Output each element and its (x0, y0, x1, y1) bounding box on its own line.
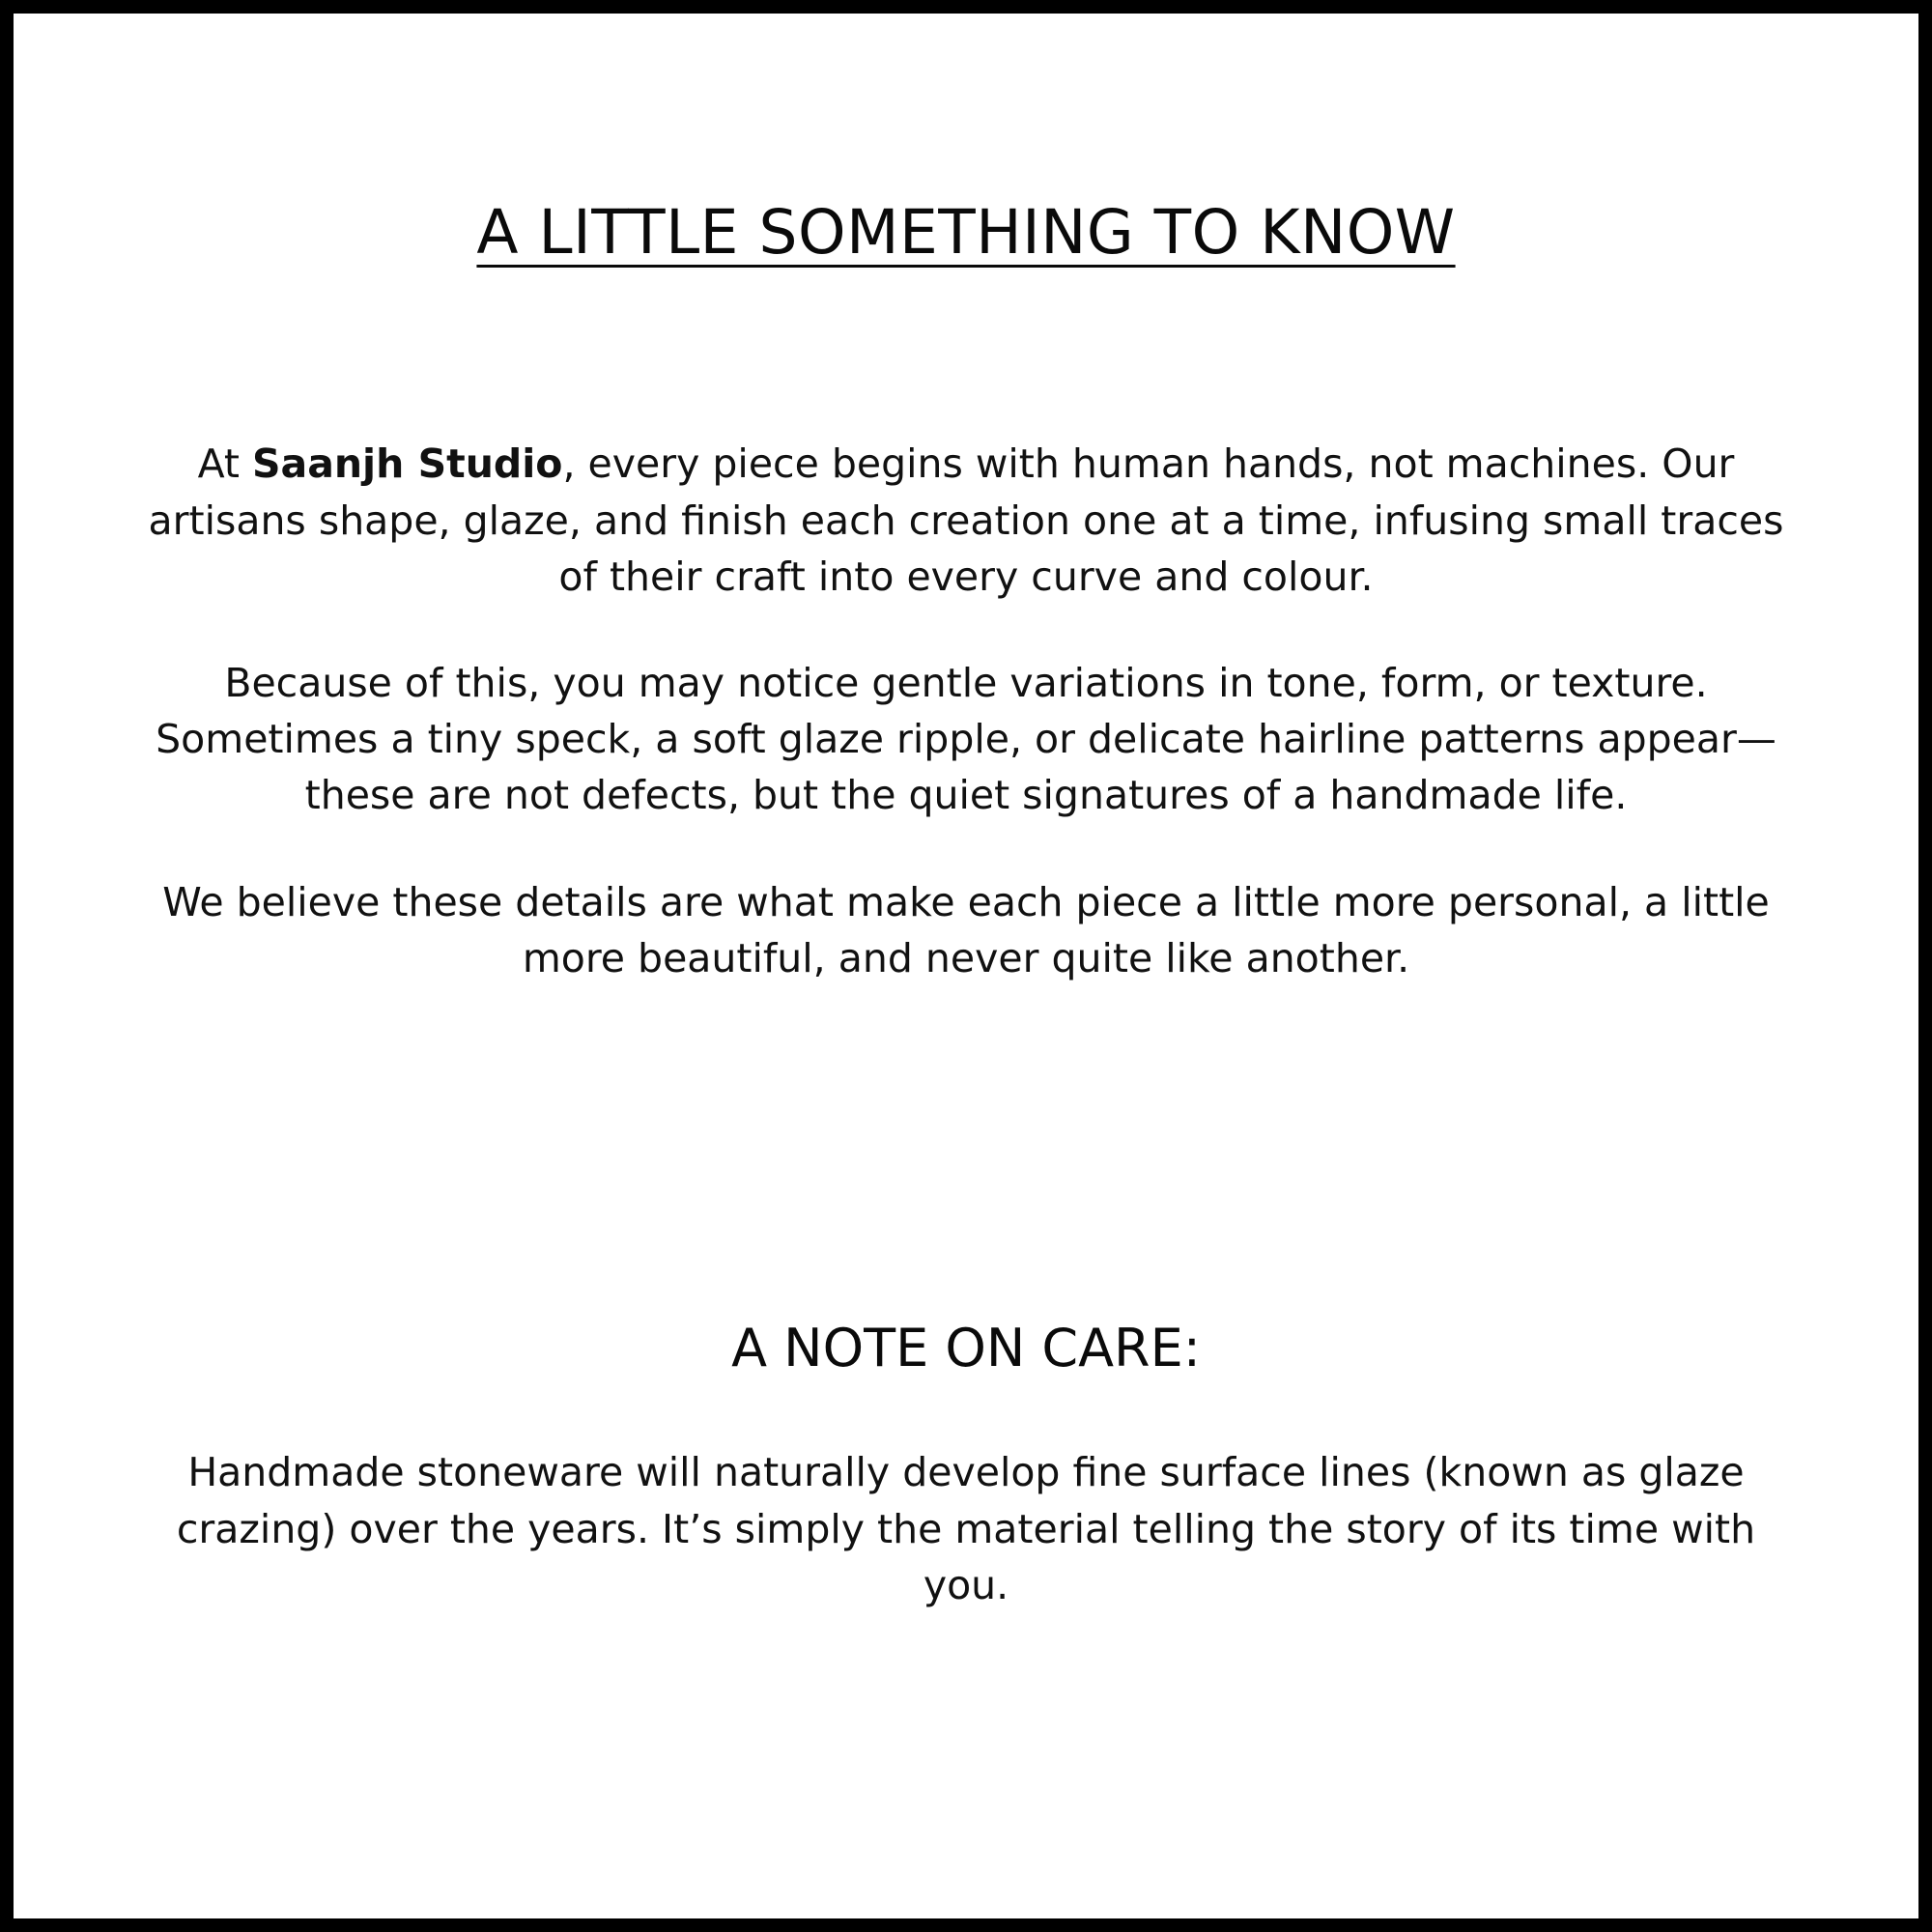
page-title: A LITTLE SOMETHING TO KNOW (476, 197, 1456, 268)
card-content (14, 14, 1918, 1918)
paragraph-intro (145, 436, 1787, 605)
care-section-body: Handmade stoneware will naturally develop fine surface lines (known as glaze crazing) over the years. It’s simply the material telling the story of its time with you. (176, 1449, 1756, 1608)
body-copy (145, 436, 1787, 986)
info-card (14, 14, 1918, 1918)
paragraph-intro-lead: At (197, 440, 252, 488)
paragraph-variations: Because of this, you may notice gentle variations in tone, form, or texture. Sometimes a tiny speck, a soft glaze ripple, or delicate hairline patterns appear—these are not defects, but the quiet signatures of a handmade life. (156, 659, 1776, 819)
paragraph-belief: We believe these details are what make each piece a little more personal, a little more beautiful, and never quite like another. (162, 878, 1770, 981)
paragraph-intro-rest: , every piece begins with human hands, not machines. Our artisans shape, glaze, and finish each creation one at a time, infusing small traces of their craft into every curve and colour. (148, 440, 1784, 600)
brand-name: Saanjh Studio (252, 440, 563, 488)
care-section-title: A NOTE ON CARE: (731, 1318, 1201, 1379)
